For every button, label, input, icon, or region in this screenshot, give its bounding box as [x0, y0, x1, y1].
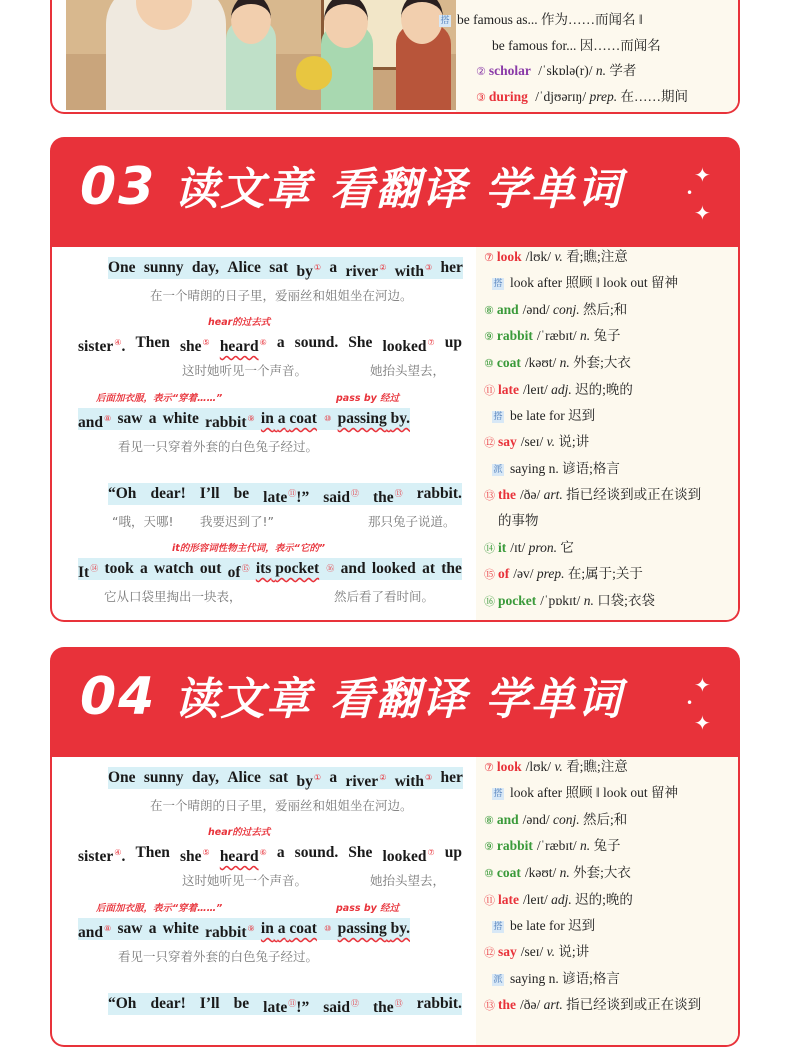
vocab-item: ⑫ say /seɪ/ v. 说;讲: [484, 434, 590, 449]
translation-line: 她抬头望去，: [370, 873, 446, 888]
vocab-item: 派 saying n. 谚语;格言: [493, 461, 620, 476]
vocab-item: ⑪ late /leɪt/ adj. 迟的;晚的: [484, 382, 633, 397]
translation-line: 看见一只穿着外套的白色兔子经过。: [118, 949, 319, 964]
translation-line: 那只兔子说道。: [368, 514, 456, 529]
sparkle-icon: ✦ • ✦: [686, 163, 711, 225]
annotation-note: pass by 经过: [336, 393, 400, 404]
vocab-item: ⑯ pocket /ˈpɒkɪt/ n. 口袋;衣袋: [484, 593, 655, 608]
sparkle-icon: ✦ • ✦: [686, 673, 711, 735]
vocab-item: ⑧ and /ənd/ conj. 然后;和: [484, 812, 628, 827]
sentence-line: It⑭ took a watch out of⑮ its pocket ⑯ and looked at the: [78, 560, 462, 582]
pear-image: [296, 56, 332, 90]
sentence-line: One sunny day, Alice sat by① a river② with③ her: [108, 259, 463, 281]
annotation-note: 后面加衣服，表示“穿着……”: [96, 903, 223, 914]
translation-line: 在一个晴朗的日子里，爱丽丝和姐姐坐在河边。: [150, 288, 413, 303]
vocab-item: ⑭ it /ɪt/ pron. 它: [484, 540, 574, 555]
vocab-item: 搭 look after 照顾 ‖ look out 留神: [493, 275, 679, 290]
vocab-item: 的事物: [498, 513, 539, 528]
annotation-note: 后面加衣服，表示“穿着……”: [96, 393, 223, 404]
vocab-item: 搭 be late for 迟到: [493, 408, 596, 423]
vocab-item: ③ during /ˈdjʊərɪŋ/ prep. 在……期间: [476, 89, 688, 104]
vocab-item: ⑧ and /ənd/ conj. 然后;和: [484, 302, 628, 317]
vocab-item: ⑩ coat /kəʊt/ n. 外套;大衣: [484, 865, 631, 880]
annotation-note: it的形容词性物主代词，表示“它的”: [172, 543, 326, 554]
vocab-item: ⑦ look /lʊk/ v. 看;瞧;注意: [484, 249, 628, 264]
vocab-item: ⑪ late /leɪt/ adj. 迟的;晚的: [484, 892, 633, 907]
translation-line: 我要迟到了!”: [200, 514, 274, 529]
translation-line: 她抬头望去，: [370, 363, 446, 378]
translation-line: 这时她听见一个声音。: [182, 873, 308, 888]
vocab-item: ⑩ coat /kəʊt/ n. 外套;大衣: [484, 355, 631, 370]
annotation-note: hear的过去式: [208, 317, 271, 328]
translation-line: 看见一只穿着外套的白色兔子经过。: [118, 439, 319, 454]
vocab-item: ⑬ the /ðə/ art. 指已经谈到或正在谈到: [484, 487, 702, 502]
vocab-item: 搭 be famous as... 作为……而闻名 ‖: [440, 12, 643, 27]
story-illustration: [66, 0, 456, 110]
annotation-note: pass by 经过: [336, 903, 400, 914]
vocab-item: ⑫ say /seɪ/ v. 说;讲: [484, 944, 590, 959]
vocab-item: 搭 be late for 迟到: [493, 918, 596, 933]
translation-line: 然后看了看时间。: [334, 589, 435, 604]
section-card-03: [50, 137, 740, 622]
vocab-item: ⑬ the /ðə/ art. 指已经谈到或正在谈到: [484, 997, 702, 1012]
sentence-line: “Oh dear! I’ll be late⑪!” said⑫ the⑬ rabbit.: [108, 485, 462, 507]
translation-line: 它从口袋里掏出一块表，: [104, 589, 242, 604]
section-title: 04 读文章 看翻译 学单词: [80, 667, 624, 727]
translation-line: 这时她听见一个声音。: [182, 363, 308, 378]
annotation-note: hear的过去式: [208, 827, 271, 838]
section-title: 03 读文章 看翻译 学单词: [80, 157, 624, 217]
translation-line: 在一个晴朗的日子里，爱丽丝和姐姐坐在河边。: [150, 798, 413, 813]
sentence-line: One sunny day, Alice sat by① a river② with③ her: [108, 769, 463, 791]
vocab-item: 搭 look after 照顾 ‖ look out 留神: [493, 785, 679, 800]
vocab-item: ⑮ of /əv/ prep. 在;属于;关于: [484, 566, 643, 581]
sentence-line: sister④. Then she⑤ heard⑥ a sound. She looked⑦ up: [78, 844, 462, 866]
sentence-line: and⑧ saw a white rabbit⑨ in a coat ⑩ passing by.: [78, 920, 410, 942]
vocab-item: ⑦ look /lʊk/ v. 看;瞧;注意: [484, 759, 628, 774]
vocab-item: be famous for... 因……而闻名: [492, 38, 661, 53]
vocab-item: 派 saying n. 谚语;格言: [493, 971, 620, 986]
vocab-item: ⑨ rabbit /ˈræbɪt/ n. 兔子: [484, 838, 621, 853]
translation-line: “哦，天哪!: [112, 514, 174, 529]
sentence-line: “Oh dear! I’ll be late⑪!” said⑫ the⑬ rabbit.: [108, 995, 462, 1017]
sentence-line: sister④. Then she⑤ heard⑥ a sound. She looked⑦ up: [78, 334, 462, 356]
vocab-item: ② scholar /ˈskɒlə(r)/ n. 学者: [476, 63, 637, 78]
sentence-line: and⑧ saw a white rabbit⑨ in a coat ⑩ passing by.: [78, 410, 410, 432]
vocab-item: ⑨ rabbit /ˈræbɪt/ n. 兔子: [484, 328, 621, 343]
